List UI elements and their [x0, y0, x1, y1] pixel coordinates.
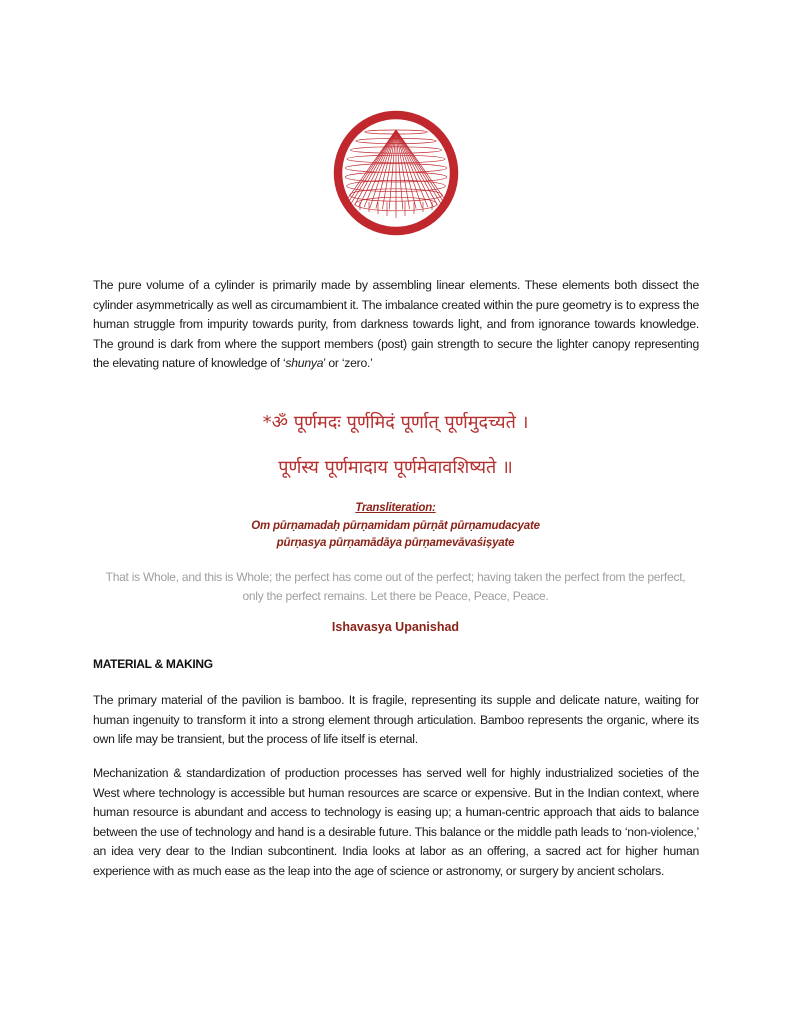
transliteration-line-1: Om pūrṇamadaḥ pūrṇamidam pūrṇāt pūrṇamudacyate	[251, 519, 540, 532]
transliteration-line-2: pūrṇasya pūrṇamādāya pūrṇamevāvaśiṣyate	[276, 537, 515, 549]
mechanization-paragraph: Mechanization & standardization of production processes has served well for highly industrialized societies of the West where technology is accessible but human resources are scarce or expensive. But in the Indian context, where human resource is abundant and access to technology is easing up; a human-centric approach that aids to balance between the use of technology and hand is a desirable future. This balance or the middle path leads to ‘non-violence,’ an idea very dear to the Indian subcontinent. India looks at labor as an offering, a sacred act for higher human experience with as much ease as the leap into the age of science or astronomy, or surgery by ancient scholars.	[93, 766, 699, 878]
sanskrit-verse-line-2: पूर्णस्य पूर्णमादाय पूर्णमेवावशिष्यते ॥	[278, 457, 513, 478]
transliteration-heading: Transliteration:	[355, 502, 436, 514]
shunya-term: shunya	[285, 356, 324, 371]
material-paragraph: The primary material of the pavilion is bamboo. It is fragile, representing its supple and delicate nature, waiting for human ingenuity to transform it into a strong element through articulation. Bamboo represents the organic, where its own life may be transient, but the process of life itself is eternal.	[93, 693, 699, 747]
intro-paragraph: The pure volume of a cylinder is primarily made by assembling linear elements. These elements both dissect the cylinder asymmetrically as well as circumambient it. The imbalance created within the pure geometry is to express the human struggle from impurity towards purity, from darkness towards light, and from ignorance towards knowledge. The ground is dark from where the support members (post) gain strength to secure the lighter canopy representing the elevating nature of knowledge of ‘shunya’ or ‘zero.’	[93, 278, 699, 371]
bamboo-pavilion-icon	[329, 106, 463, 240]
verse-source: Ishavasya Upanishad	[331, 620, 460, 634]
transliteration-block	[0, 500, 791, 553]
translation-line-1: That is Whole, and this is Whole; the perfect has come out of the perfect; having taken the perfect from the perfect,	[105, 570, 686, 584]
verse-translation	[0, 568, 791, 606]
section-heading: MATERIAL & MAKING	[93, 657, 213, 671]
translation-line-2: only the perfect remains. Let there be Peace, Peace, Peace.	[242, 589, 549, 603]
sanskrit-verse-line-1: *ॐ पूर्णमदः पूर्णमिदं पूर्णात् पूर्णमुदच्यते ।	[262, 412, 529, 433]
